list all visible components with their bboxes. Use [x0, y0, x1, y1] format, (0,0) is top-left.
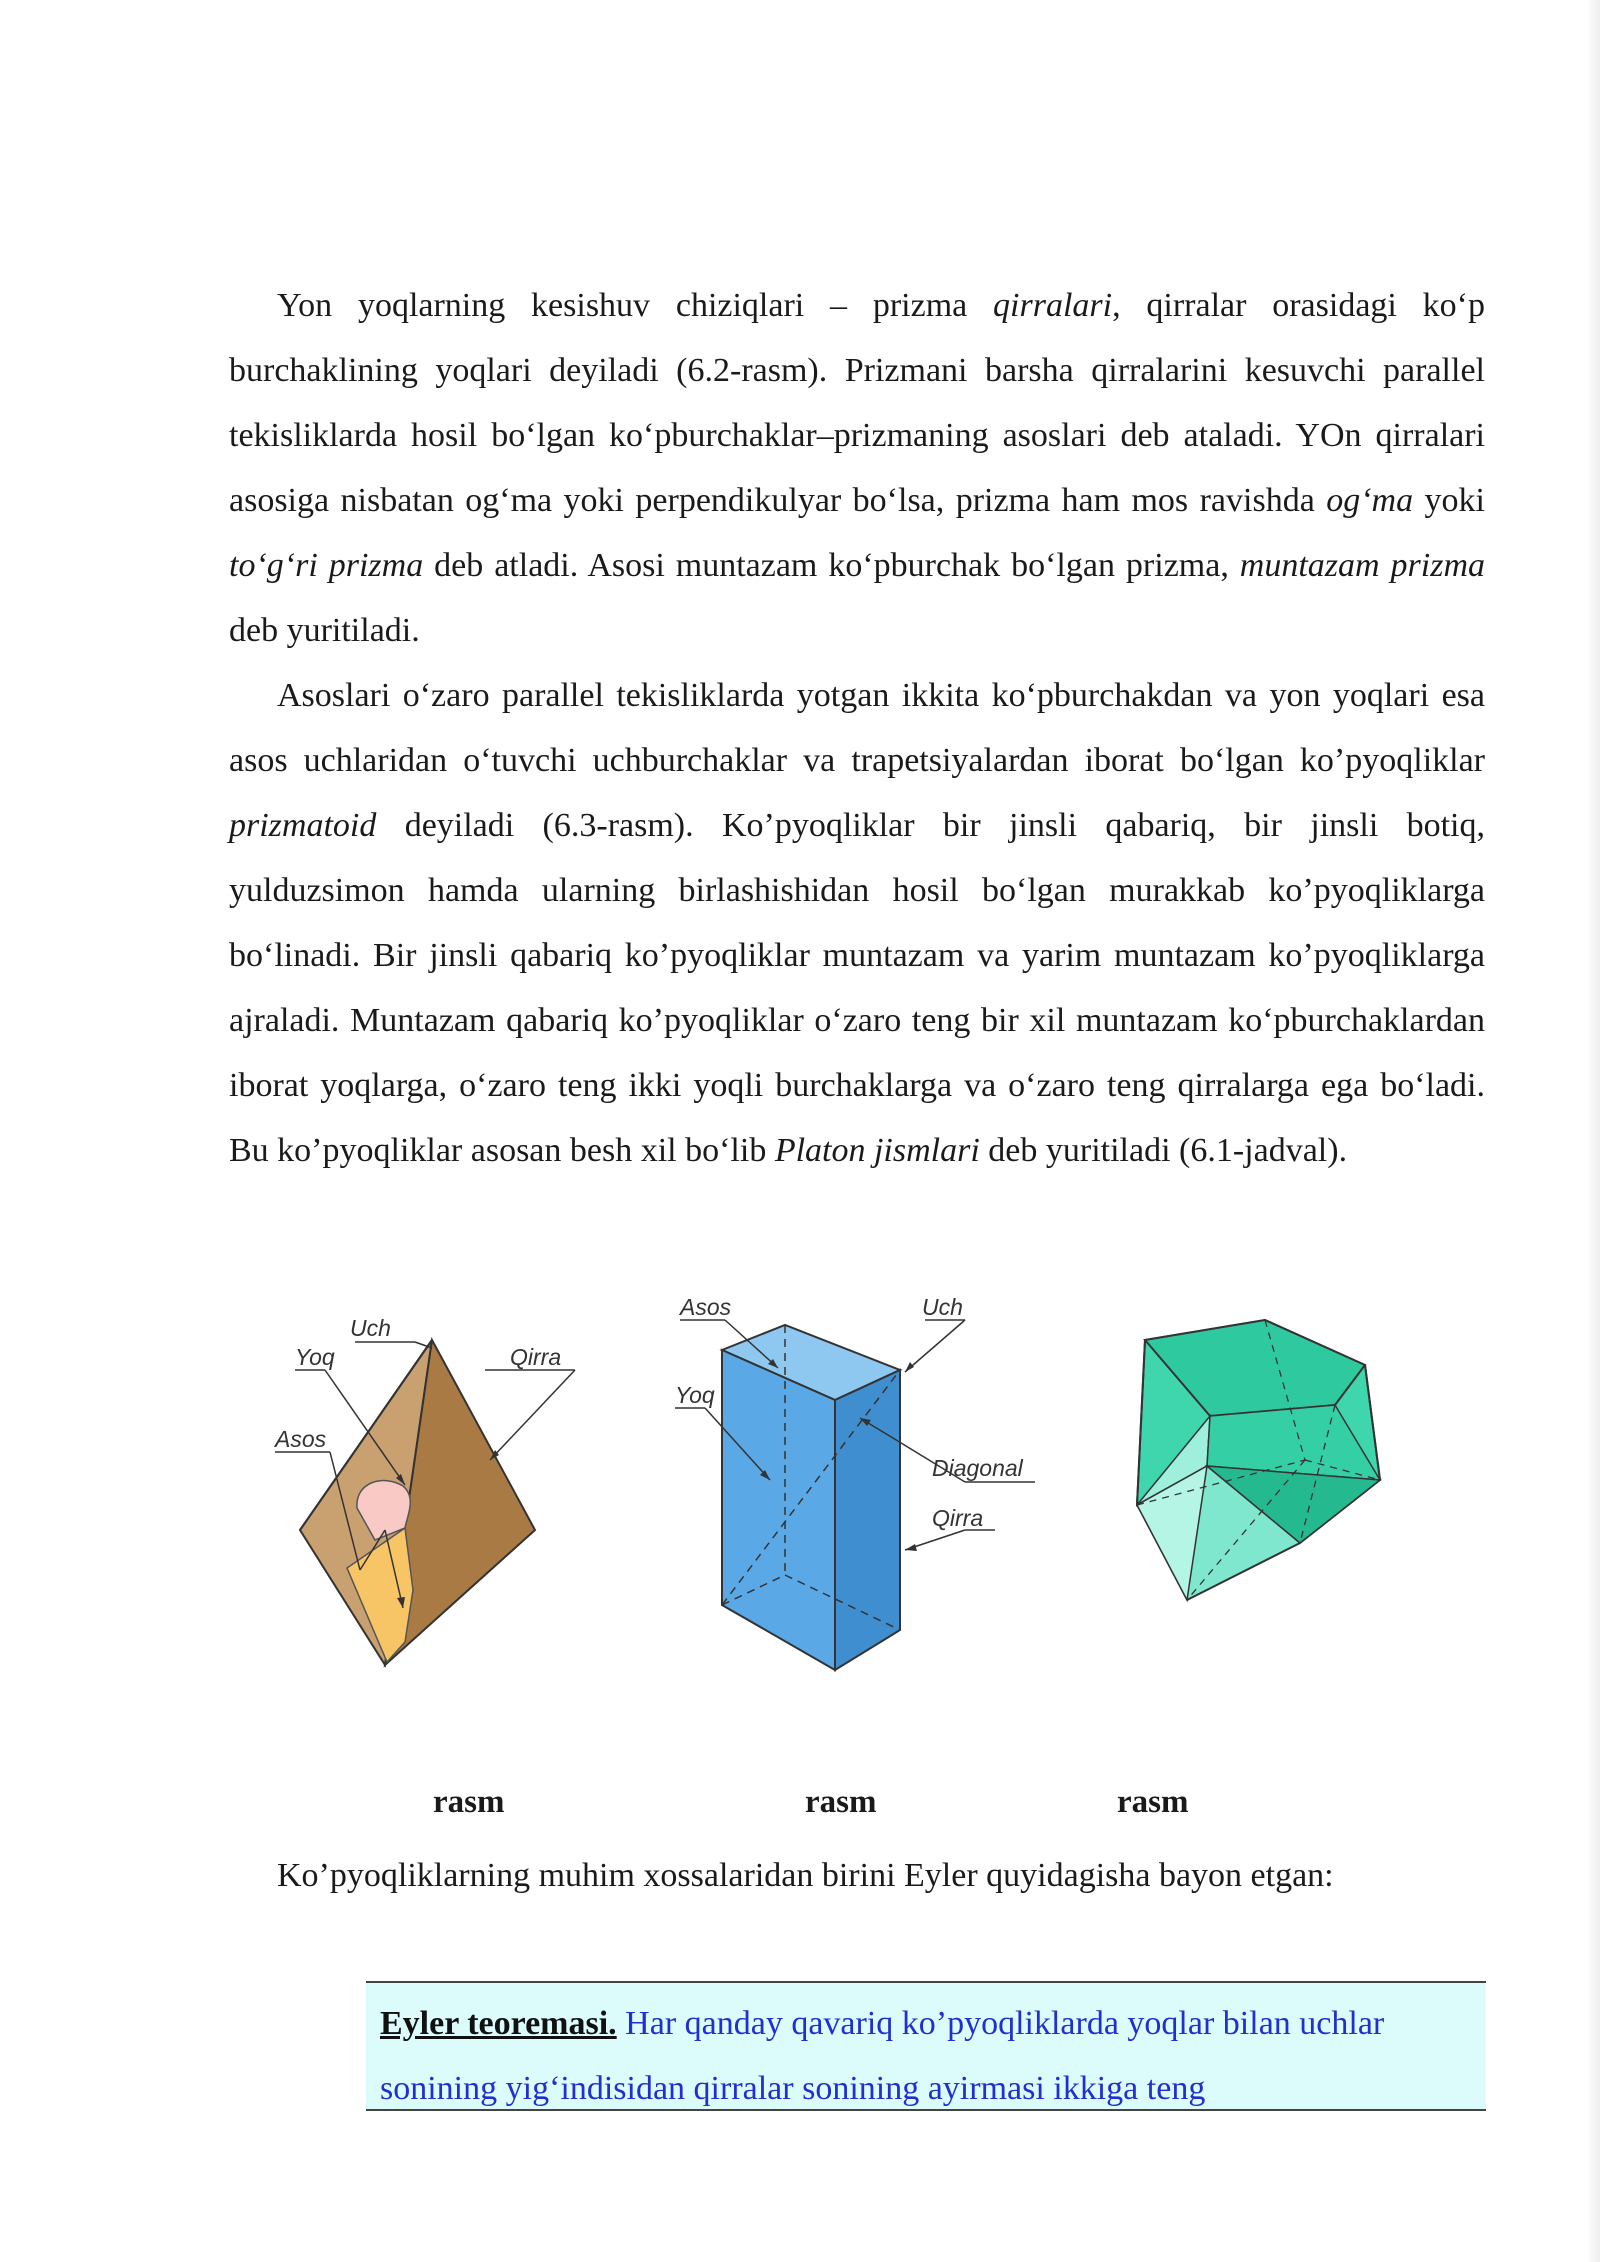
figure-caption-1: rasm [433, 1784, 505, 1820]
text-run: yoki [1413, 482, 1485, 519]
term-ogma: og‘ma [1326, 482, 1414, 519]
label-diagonal: Diagonal [932, 1455, 1023, 1481]
text-run: Asoslari o‘zaro parallel tekisliklarda yotgan ikkita ko‘pburchakdan va yon yoqlari esa asos uchlaridan o‘tuvchi uchburchaklar va trapetsiyalardan iborat bo‘lgan ko’pyoqliklar [229, 677, 1485, 779]
text-run: deb yuritiladi. [229, 612, 420, 649]
label-asos: Asos [275, 1426, 327, 1452]
term-togri-prizma: to‘g‘ri prizma [229, 547, 424, 584]
text-run: deb atladi. Asosi muntazam ko‘pburchak bo‘lgan prizma, [423, 547, 1240, 584]
intro-euler: Ko’pyoqliklarning muhim xossalaridan birini Eyler quyidagisha bayon etgan: [277, 1857, 1334, 1894]
pyramid-figure [255, 1290, 595, 1690]
term-qirralari: qirralari [993, 287, 1113, 324]
text-run: deyiladi (6.3-rasm). Ko’pyoqliklar bir jinsli qabariq, bir jinsli botiq, yulduzsimon hamda ularning birlashishidan hosil bo‘lgan murakkab ko’pyoqliklarga bo‘linadi. Bir jinsli qabariq ko’pyoqliklar muntazam va yarim muntazam ko’pyoqliklarga ajraladi. Muntazam qabariq ko’pyoqliklar o‘zaro teng bir xil muntazam ko‘pburchaklardan iborat yoqlarga, o‘zaro teng ikki yoqli burchaklarga va o‘zaro teng qirralarga ega bo‘ladi. Bu ko’pyoqliklar asosan besh xil bo‘lib [229, 807, 1485, 1169]
prism-figure [660, 1290, 1050, 1690]
term-platon-jismlari: Platon jismlari [774, 1132, 980, 1169]
figure-caption-2: rasm [805, 1784, 877, 1820]
prismatoid-figure [1095, 1300, 1425, 1630]
label-qirra: Qirra [932, 1505, 984, 1531]
page-edge-shadow [1586, 0, 1600, 2262]
text-run: , qirralar orasidagi ko‘p burchaklining yoqlari deyiladi (6.2-rasm). Prizmani barsha qirralarini kesuvchi parallel tekisliklarda hosil bo‘lgan ko‘pburchaklar–prizmaning asoslari deb ataladi. YOn qirralari asosiga nisbatan og‘ma yoki perpendikulyar bo‘lsa, prizma ham mos ravishda [229, 287, 1485, 519]
label-asos: Asos [680, 1294, 732, 1320]
paragraph-prism-definition [229, 273, 1485, 663]
term-prizmatoid: prizmatoid [229, 807, 377, 844]
label-qirra: Qirra [510, 1344, 562, 1370]
theorem-title: Eyler teoremasi. [380, 2005, 617, 2042]
prism-front-face [722, 1350, 835, 1670]
theorem-body: Har qanday qavariq ko’pyoqliklarda yoqlar bilan uchlar sonining yig‘indisidan qirralar sonining ayirmasi ikkiga teng [380, 2005, 1385, 2107]
figure-caption-3: rasm [1117, 1784, 1189, 1820]
label-uch: Uch [350, 1315, 391, 1341]
text-run: deb yuritiladi (6.1-jadval). [979, 1132, 1348, 1169]
label-uch: Uch [922, 1294, 963, 1320]
text-run: Yon yoqlarning kesishuv chiziqlari – prizma [277, 287, 994, 324]
term-muntazam-prizma: muntazam prizma [1239, 547, 1486, 584]
label-yoq: Yoq [675, 1382, 715, 1408]
theorem-box [366, 1981, 1486, 2111]
label-yoq: Yoq [295, 1344, 335, 1370]
paragraph-prismatoid-definition [229, 663, 1485, 1183]
